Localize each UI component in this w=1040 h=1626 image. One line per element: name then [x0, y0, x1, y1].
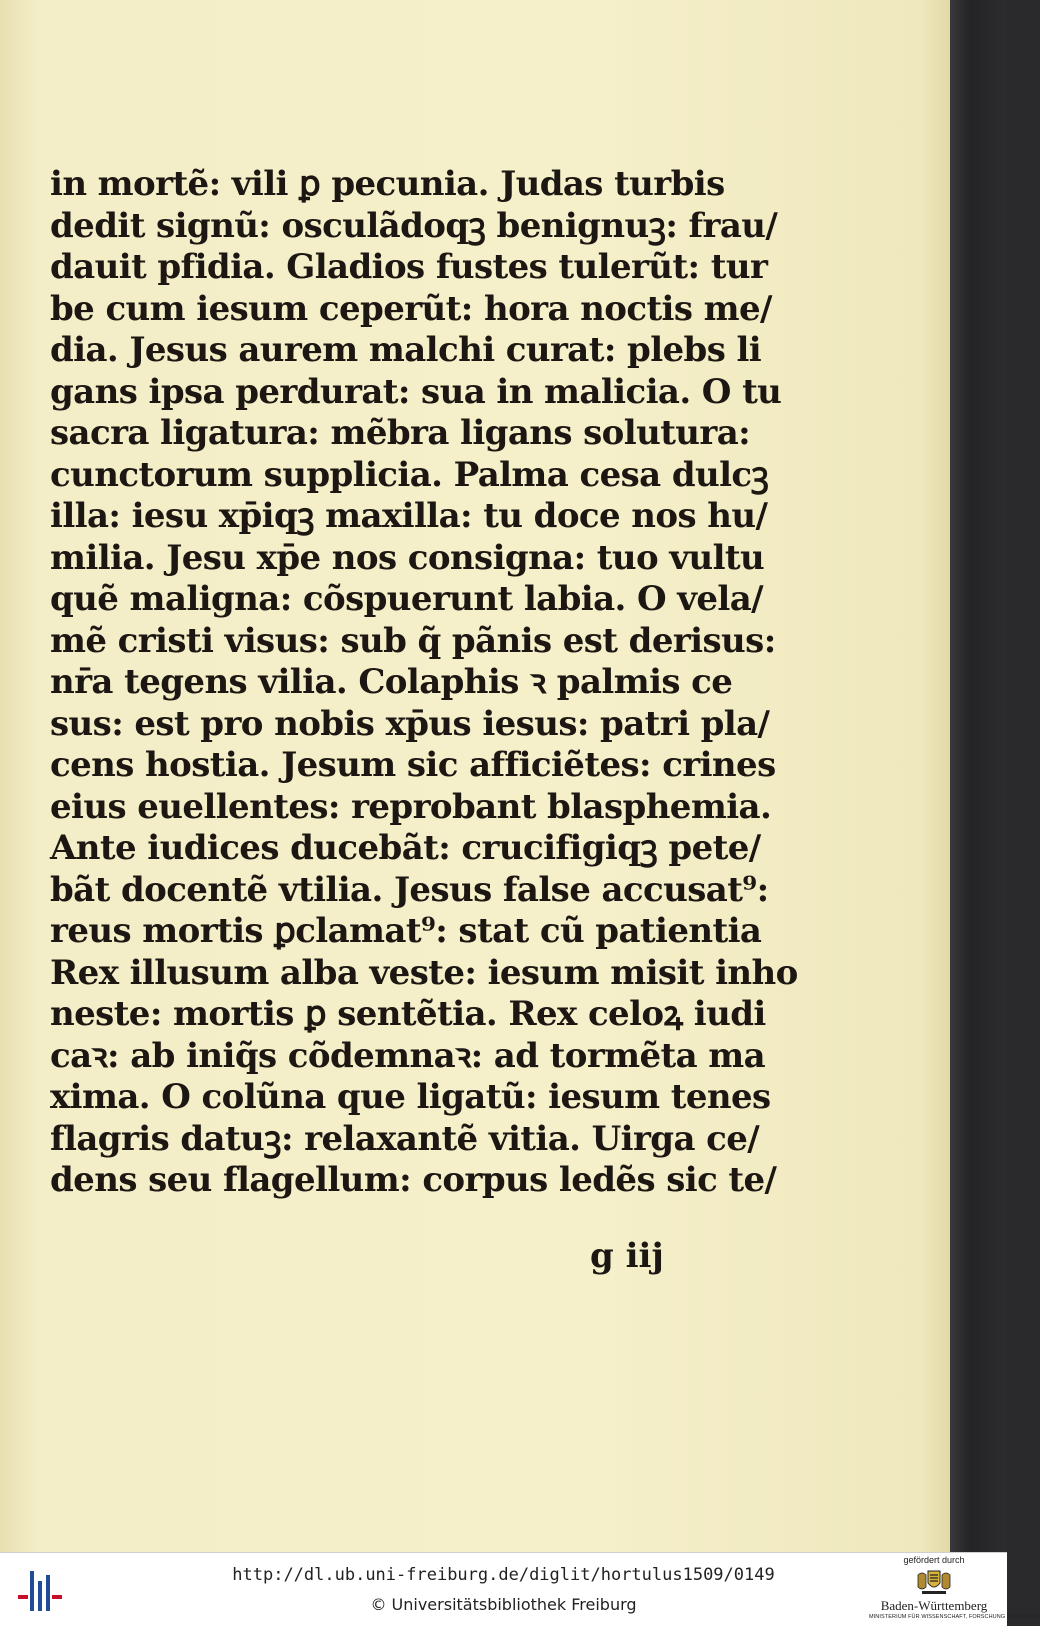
- page-text: [50, 164, 798, 1202]
- text-line: xima. O colũna que ligatũ: iesum tenes: [50, 1077, 771, 1117]
- text-line: Rex illusum alba veste: iesum misit inho: [50, 952, 798, 993]
- text-line: illa: iesu xp̄iqꝫ maxilla: tu doce nos hu/: [50, 496, 768, 536]
- text-line: mẽ cristi visus: sub q̃ pãnis est derisus:: [50, 620, 776, 661]
- text-line: sacra ligatura: mẽbra ligans solutura:: [50, 413, 751, 453]
- text-line: milia. Jesu xp̄e nos consigna: tuo vultu: [50, 537, 765, 578]
- text-line: flagris datuꝫ: relaxantẽ vitia. Uirga ce/: [50, 1118, 760, 1159]
- text-line: be cum iesum ceperũt: hora noctis me/: [50, 288, 772, 329]
- copyright-notice: © Universitätsbibliothek Freiburg: [370, 1595, 637, 1614]
- text-line: dauit pfidia. Gladios fustes tulerũt: tur: [50, 247, 768, 287]
- text-line: cens hostia. Jesum sic afficiẽtes: crines: [50, 745, 776, 785]
- signature-mark: g iij: [590, 1236, 664, 1276]
- text-line: dedit signũ: osculãdoqꝫ benignuꝫ: frau/: [50, 205, 778, 246]
- text-line: in mortẽ: vili ꝑ pecunia. Judas turbis: [50, 164, 725, 204]
- sponsor-subtitle: MINISTERIUM FÜR WISSENSCHAFT, FORSCHUNG UND KUNST: [869, 1614, 1040, 1620]
- text-line: quẽ maligna: cõspuerunt labia. O vela/: [50, 579, 763, 619]
- footer-bar: [0, 1552, 1040, 1626]
- text-line: nr̄a tegens vilia. Colaphis ꝛ palmis ce: [50, 662, 733, 702]
- text-line: gans ipsa perdurat: sua in malicia. O tu: [50, 371, 782, 412]
- sponsor-label: gefördert durch: [903, 1555, 965, 1565]
- text-line: eius euellentes: reprobant blasphemia.: [50, 786, 772, 827]
- text-line: caꝛ: ab iniq̃s cõdemnaꝛ: ad tormẽta ma: [50, 1035, 766, 1076]
- text-line: dens seu flagellum: corpus ledẽs sic te/: [50, 1160, 777, 1200]
- text-line: reus mortis ꝑclamat⁹: stat cũ patientia: [50, 911, 762, 951]
- sponsor-block: [869, 1555, 1040, 1620]
- text-line: Ante iudices ducebãt: crucifigiqꝫ pete/: [50, 828, 761, 868]
- coat-of-arms-icon: [914, 1567, 954, 1597]
- page-shadow-edge: [950, 0, 1007, 1552]
- text-line: neste: mortis ꝑ sentẽtia. Rex celoꝝ iudi: [50, 994, 766, 1034]
- sponsor-name: Baden-Württemberg: [880, 1598, 988, 1613]
- text-line: sus: est pro nobis xp̄us iesus: patri pla/: [50, 703, 770, 744]
- text-line: dia. Jesus aurem malchi curat: plebs li: [50, 330, 762, 370]
- text-line: bãt docentẽ vtilia. Jesus false accusat⁹:: [50, 869, 769, 910]
- text-line: cunctorum supplicia. Palma cesa dulcꝫ: [50, 454, 769, 495]
- permalink-url[interactable]: http://dl.ub.uni-freiburg.de/diglit/hortulus1509/0149: [232, 1565, 775, 1585]
